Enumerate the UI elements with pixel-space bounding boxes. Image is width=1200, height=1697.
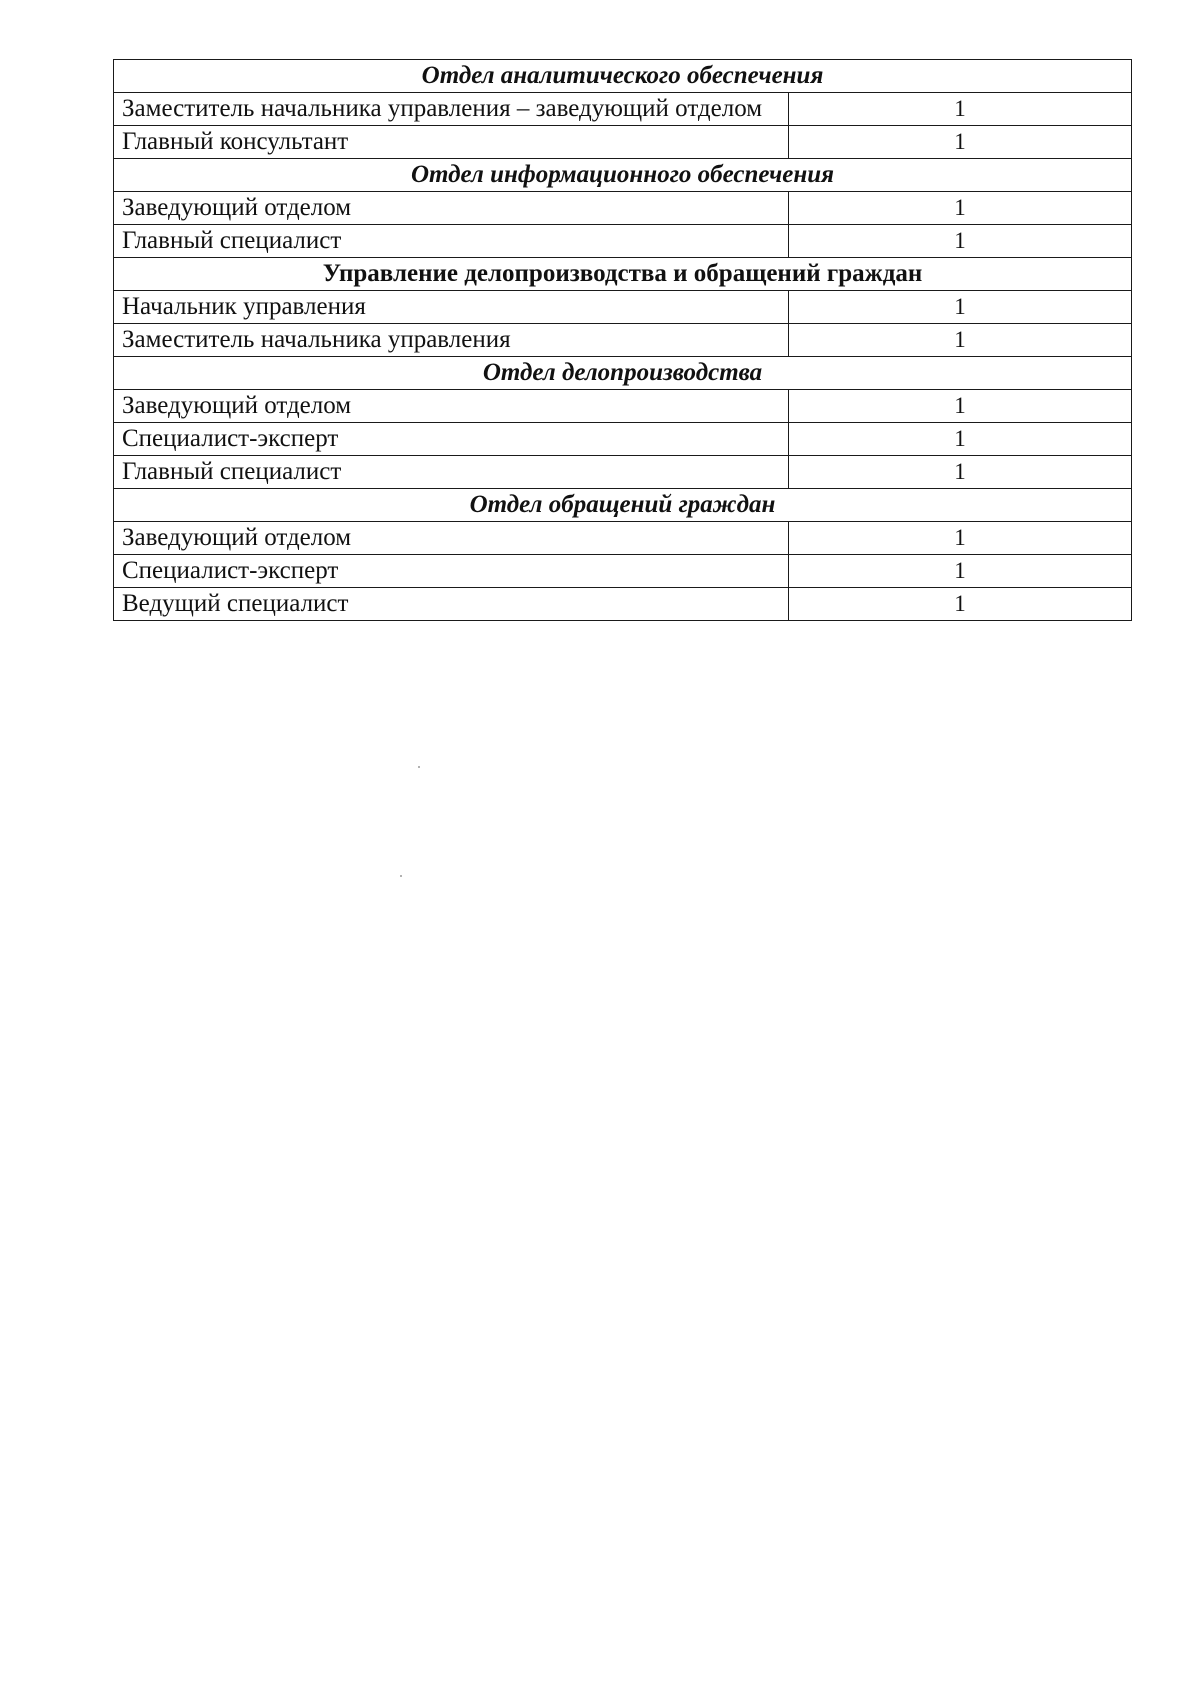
table-row (114, 588, 1132, 621)
department-heading: Отдел делопроизводства (114, 357, 1132, 390)
staff-table-body (114, 60, 1132, 621)
position-count-cell: 1 (789, 291, 1132, 324)
position-count-cell: 1 (789, 390, 1132, 423)
table-row (114, 225, 1132, 258)
position-count-cell: 1 (789, 93, 1132, 126)
table-row (114, 126, 1132, 159)
department-heading: Отдел информационного обеспечения (114, 159, 1132, 192)
staff-schedule-sheet (113, 59, 1131, 621)
position-title-cell: Начальник управления (114, 291, 789, 324)
staff-positions-table (113, 59, 1132, 621)
table-row (114, 93, 1132, 126)
position-title-cell: Специалист-эксперт (114, 555, 789, 588)
position-count-cell: 1 (789, 456, 1132, 489)
department-heading: Управление делопроизводства и обращений граждан (114, 258, 1132, 291)
table-row (114, 423, 1132, 456)
position-title-cell: Главный специалист (114, 225, 789, 258)
table-row (114, 192, 1132, 225)
table-row (114, 291, 1132, 324)
table-row (114, 456, 1132, 489)
position-count-cell: 1 (789, 126, 1132, 159)
position-count-cell: 1 (789, 324, 1132, 357)
department-heading: Отдел аналитического обеспечения (114, 60, 1132, 93)
table-row (114, 522, 1132, 555)
position-count-cell: 1 (789, 192, 1132, 225)
position-title-cell: Заместитель начальника управления (114, 324, 789, 357)
table-row (114, 555, 1132, 588)
position-count-cell: 1 (789, 522, 1132, 555)
department-heading: Отдел обращений граждан (114, 489, 1132, 522)
position-title-cell: Специалист-эксперт (114, 423, 789, 456)
position-title-cell: Заведующий отделом (114, 390, 789, 423)
position-title-cell: Главный консультант (114, 126, 789, 159)
table-row (114, 390, 1132, 423)
scan-speck (418, 766, 420, 768)
position-title-cell: Заведующий отделом (114, 192, 789, 225)
department-heading-row (114, 357, 1132, 390)
position-count-cell: 1 (789, 555, 1132, 588)
position-count-cell: 1 (789, 225, 1132, 258)
position-count-cell: 1 (789, 423, 1132, 456)
table-row (114, 324, 1132, 357)
position-title-cell: Заведующий отделом (114, 522, 789, 555)
department-heading-row (114, 60, 1132, 93)
position-title-cell: Заместитель начальника управления – заведующий отделом (114, 93, 789, 126)
scan-speck (400, 875, 402, 877)
department-heading-row (114, 489, 1132, 522)
position-title-cell: Главный специалист (114, 456, 789, 489)
department-heading-row (114, 258, 1132, 291)
position-count-cell: 1 (789, 588, 1132, 621)
position-title-cell: Ведущий специалист (114, 588, 789, 621)
department-heading-row (114, 159, 1132, 192)
